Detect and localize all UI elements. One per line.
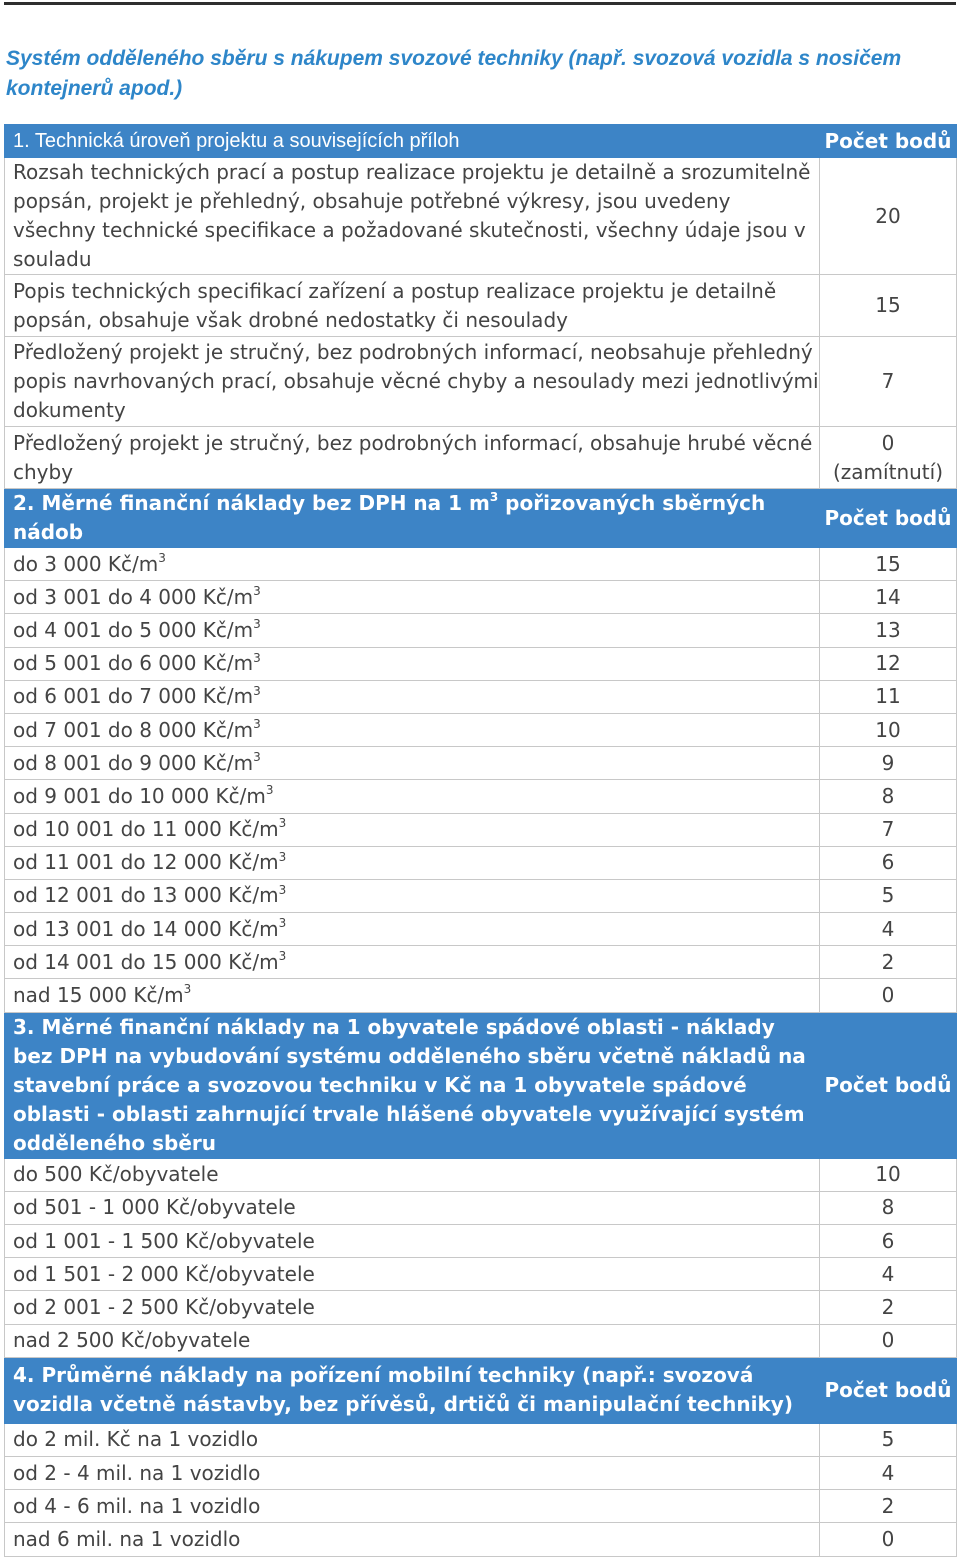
- superscript: 3: [253, 650, 261, 665]
- points-number: 8: [881, 1195, 895, 1220]
- superscript: 3: [253, 750, 261, 765]
- points-number: 6: [881, 1228, 895, 1253]
- document-title: Systém odděleného sběru s nákupem svozové techniky (např. svozová vozidla s nosičem kontejnerů apod.): [6, 47, 902, 100]
- criterion-label: [5, 1291, 820, 1324]
- table-row: [5, 337, 957, 427]
- section-header: [5, 125, 957, 158]
- criterion-label: [5, 713, 820, 746]
- criterion-text: od 14 001 do 15 000 Kč/m: [13, 949, 279, 974]
- points-value: [820, 1456, 957, 1489]
- points-value: [820, 1324, 957, 1357]
- section-heading: [5, 1357, 820, 1423]
- table-row: [5, 1523, 957, 1556]
- criterion-label: [5, 275, 820, 337]
- section-heading: [5, 125, 820, 158]
- points-number: 0: [881, 1526, 895, 1551]
- points-value: [820, 275, 957, 337]
- table-row: [5, 780, 957, 813]
- points-number: 0: [881, 983, 895, 1008]
- points-value: [820, 1423, 957, 1456]
- criterion-text: od 11 001 do 12 000 Kč/m: [13, 850, 279, 875]
- table-row: [5, 1324, 957, 1357]
- table-row: [5, 275, 957, 337]
- criterion-label: [5, 846, 820, 879]
- section-header: [5, 1012, 957, 1158]
- points-value: [820, 713, 957, 746]
- superscript: 3: [183, 982, 192, 997]
- table-row: [5, 747, 957, 780]
- section-heading: [5, 1012, 820, 1158]
- points-number: 10: [875, 1162, 901, 1187]
- criterion-text: Předložený projekt je stručný, bez podrobných informací, obsahuje hrubé věcné chyby: [13, 430, 813, 484]
- superscript: 3: [278, 916, 287, 930]
- criterion-label: [5, 946, 820, 979]
- table-row: [5, 1225, 957, 1258]
- superscript: 3: [278, 816, 287, 831]
- criterion-text: od 13 001 do 14 000 Kč/m: [13, 916, 279, 941]
- criterion-label: [5, 1191, 820, 1224]
- criterion-text: od 12 001 do 13 000 Kč/m: [13, 883, 279, 908]
- points-number: 4: [881, 1460, 895, 1485]
- superscript: 3: [253, 683, 261, 698]
- table-row: [5, 1490, 957, 1523]
- criterion-text: nad 15 000 Kč/m: [13, 983, 184, 1008]
- superscript: 3: [278, 882, 287, 897]
- criterion-label: [5, 813, 820, 846]
- table-row: [5, 581, 957, 614]
- table-row: [5, 614, 957, 647]
- superscript: 3: [489, 490, 499, 505]
- points-number: 5: [881, 883, 895, 908]
- table-row: [5, 979, 957, 1012]
- criterion-label: [5, 614, 820, 647]
- points-value: [820, 1523, 957, 1556]
- points-value: [820, 1225, 957, 1258]
- points-number: 13: [875, 617, 901, 642]
- section-heading-text: 4. Průměrné náklady na pořízení mobilní techniky (např.: svozová vozidla včetně nástavby, bez přívěsů, drtičů či manipulační techniky): [13, 1363, 793, 1417]
- points-value: [820, 1191, 957, 1224]
- points-number: 9: [881, 750, 895, 775]
- criterion-label: [5, 1225, 820, 1258]
- points-number: 11: [875, 684, 901, 709]
- table-row: [5, 713, 957, 746]
- criterion-label: [5, 158, 820, 275]
- points-number: 20: [875, 203, 901, 228]
- criterion-text: Popis technických specifikací zařízení a postup realizace projektu je detailně popsán, obsahuje však drobné nedostatky či nesoulady: [13, 278, 777, 332]
- table-row: [5, 1291, 957, 1324]
- table-row: [5, 647, 957, 680]
- criterion-label: [5, 1258, 820, 1291]
- section-header: [5, 489, 957, 548]
- criterion-label: [5, 1324, 820, 1357]
- criterion-text: od 8 001 do 9 000 Kč/m: [13, 750, 254, 775]
- criterion-label: [5, 1158, 820, 1191]
- criterion-text: od 9 001 do 10 000 Kč/m: [13, 783, 266, 808]
- table-row: [5, 813, 957, 846]
- criterion-label: [5, 581, 820, 614]
- criterion-text: do 500 Kč/obyvatele: [13, 1162, 219, 1187]
- points-value: [820, 846, 957, 879]
- table-row: [5, 1456, 957, 1489]
- criterion-text: od 2 - 4 mil. na 1 vozidlo: [13, 1460, 261, 1485]
- table-row: [5, 913, 957, 946]
- points-value: [820, 1158, 957, 1191]
- criteria-table: [4, 124, 957, 1557]
- section-heading: [5, 489, 820, 548]
- table-row: [5, 946, 957, 979]
- criterion-label: [5, 337, 820, 427]
- criterion-text: od 4 001 do 5 000 Kč/m: [13, 617, 254, 642]
- points-number: 2: [881, 1294, 895, 1319]
- superscript: 3: [253, 584, 261, 599]
- section-header: [5, 1357, 957, 1423]
- criterion-label: [5, 1423, 820, 1456]
- points-header: Počet bodů: [820, 1012, 957, 1158]
- criterion-text: od 7 001 do 8 000 Kč/m: [13, 717, 254, 742]
- table-row: [5, 879, 957, 912]
- points-value: [820, 1258, 957, 1291]
- points-value: [820, 1490, 957, 1523]
- points-number: 8: [881, 783, 895, 808]
- criterion-text: do 3 000 Kč/m: [13, 551, 159, 576]
- table-row: [5, 1258, 957, 1291]
- section-heading-text: 2. Měrné finanční náklady bez DPH na 1 m: [13, 491, 490, 515]
- criterion-label: [5, 1490, 820, 1523]
- criterion-label: [5, 548, 820, 581]
- table-row: [5, 158, 957, 275]
- criterion-text: nad 6 mil. na 1 vozidlo: [13, 1526, 241, 1551]
- superscript: 3: [158, 550, 166, 565]
- superscript: 3: [278, 949, 287, 964]
- criterion-text: Rozsah technických prací a postup realizace projektu je detailně a srozumitelně popsán, projekt je přehledný, obsahuje potřebné výkresy, jsou uvedeny všechny technické specifikace a požadované skutečnosti, všechny údaje jsou v souladu: [13, 160, 811, 271]
- superscript: 3: [253, 716, 261, 731]
- points-value: [820, 680, 957, 713]
- points-value: [820, 913, 957, 946]
- criterion-text: od 10 001 do 11 000 Kč/m: [13, 817, 279, 842]
- points-number: 4: [881, 916, 895, 941]
- points-number: 10: [875, 717, 901, 742]
- points-number: 15: [875, 551, 901, 576]
- superscript: 3: [265, 783, 274, 798]
- points-number: 15: [875, 293, 901, 317]
- criterion-label: [5, 1523, 820, 1556]
- points-value: [820, 647, 957, 680]
- points-number: 7: [881, 817, 895, 842]
- points-value: [820, 747, 957, 780]
- criterion-text: od 3 001 do 4 000 Kč/m: [13, 584, 254, 609]
- criterion-text: nad 2 500 Kč/obyvatele: [13, 1328, 251, 1353]
- points-value: [820, 780, 957, 813]
- table-row: [5, 1423, 957, 1456]
- points-number: 14: [875, 584, 901, 609]
- section-heading-text: 1. Technická úroveň projektu a souvisejících příloh: [13, 129, 460, 152]
- criterion-label: [5, 979, 820, 1012]
- points-value: [820, 548, 957, 581]
- points-value: [820, 581, 957, 614]
- table-row: [5, 680, 957, 713]
- points-number: 6: [881, 850, 895, 875]
- points-value: [820, 979, 957, 1012]
- section-heading-text-rest: pořizovaných sběrných nádob: [13, 491, 766, 544]
- points-number: 2: [881, 1493, 895, 1518]
- points-header: Počet bodů: [820, 1357, 957, 1423]
- criterion-label: [5, 680, 820, 713]
- points-value: [820, 427, 957, 489]
- points-number: 4: [881, 1261, 895, 1286]
- points-number: 5: [881, 1427, 895, 1452]
- points-header: Počet bodů: [820, 125, 957, 158]
- superscript: 3: [253, 617, 261, 632]
- criterion-label: [5, 427, 820, 489]
- section-heading-text: 3. Měrné finanční náklady na 1 obyvatele spádové oblasti - náklady bez DPH na vybudování systému odděleného sběru včetně nákladů na stavební práce a svozovou techniku v Kč na 1 obyvatele spádové oblasti - oblasti zahrnující trvale hlášené obyvatele využívající systém odděleného sběru: [13, 1014, 806, 1155]
- points-number: 7: [881, 369, 895, 393]
- top-rule: [4, 2, 956, 5]
- criterion-label: [5, 747, 820, 780]
- criterion-text: od 4 - 6 mil. na 1 vozidlo: [13, 1493, 261, 1518]
- points-value: [820, 813, 957, 846]
- table-row: [5, 548, 957, 581]
- table-row: [5, 846, 957, 879]
- criterion-label: [5, 647, 820, 680]
- points-value: [820, 158, 957, 275]
- criterion-text: od 1 501 - 2 000 Kč/obyvatele: [13, 1261, 315, 1286]
- points-number: 2: [881, 949, 895, 974]
- points-value: [820, 1291, 957, 1324]
- criterion-text: od 5 001 do 6 000 Kč/m: [13, 651, 254, 676]
- points-value: [820, 337, 957, 427]
- points-number: 12: [875, 651, 901, 676]
- points-number: 0: [881, 1328, 895, 1353]
- points-note: (zamítnutí): [833, 459, 943, 484]
- criterion-text: Předložený projekt je stručný, bez podrobných informací, neobsahuje přehledný popis navrhovaných prací, obsahuje věcné chyby a nesoulady mezi jednotlivými dokumenty: [13, 340, 819, 422]
- points-value: [820, 614, 957, 647]
- superscript: 3: [278, 849, 287, 864]
- criterion-text: do 2 mil. Kč na 1 vozidlo: [13, 1427, 259, 1452]
- criterion-text: od 501 - 1 000 Kč/obyvatele: [13, 1195, 296, 1220]
- table-row: [5, 427, 957, 489]
- table-row: [5, 1158, 957, 1191]
- criterion-label: [5, 1456, 820, 1489]
- criterion-label: [5, 913, 820, 946]
- points-header: Počet bodů: [820, 489, 957, 548]
- table-row: [5, 1191, 957, 1224]
- criterion-text: od 1 001 - 1 500 Kč/obyvatele: [13, 1228, 315, 1253]
- points-value: [820, 879, 957, 912]
- points-value: [820, 946, 957, 979]
- criterion-text: od 6 001 do 7 000 Kč/m: [13, 684, 254, 709]
- points-number: 0: [881, 430, 895, 455]
- criterion-text: od 2 001 - 2 500 Kč/obyvatele: [13, 1294, 315, 1319]
- criterion-label: [5, 879, 820, 912]
- criterion-label: [5, 780, 820, 813]
